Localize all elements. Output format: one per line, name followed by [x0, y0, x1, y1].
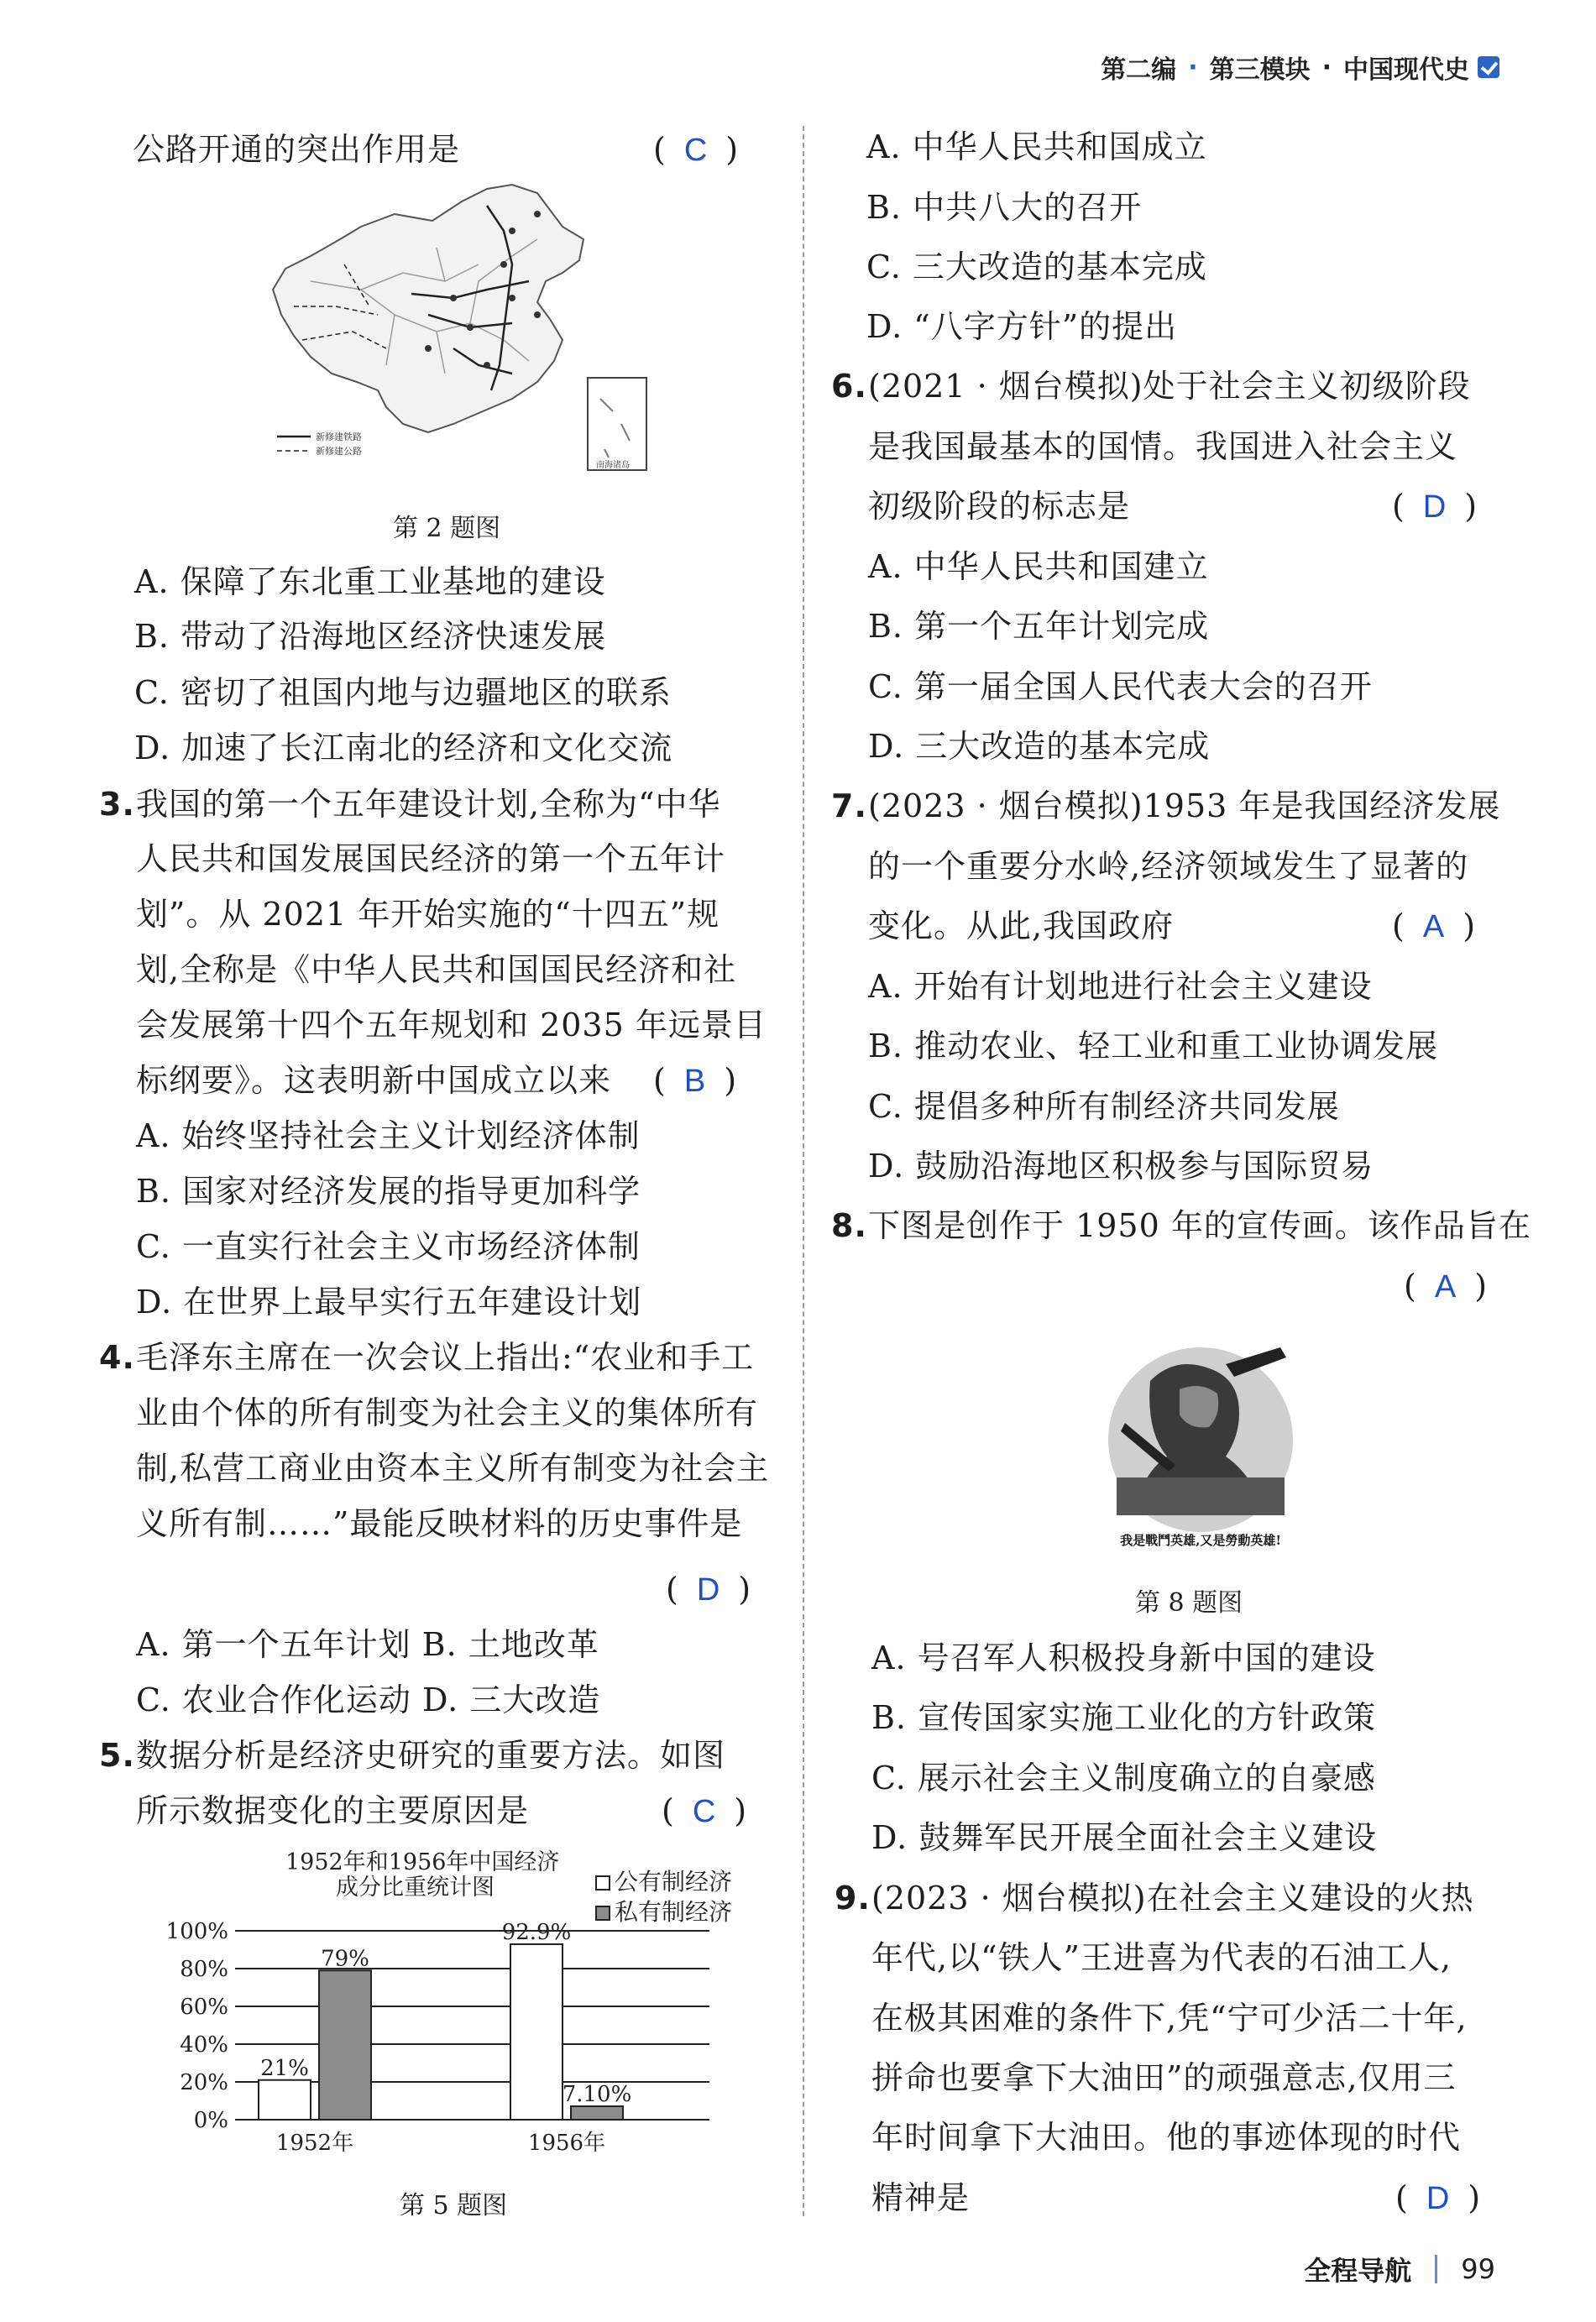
- q5-answer-letter: C: [692, 1794, 716, 1829]
- legend-label-private: 私有制经济: [615, 1898, 733, 1926]
- q3-line-2: 人民共和国发展国民经济的第一个五年计: [136, 840, 726, 877]
- q5-option-d: D. “八字方针”的提出: [866, 308, 1178, 345]
- china-map-figure: [260, 180, 655, 499]
- q8-option-d: D. 鼓舞军民开展全面社会主义建设: [871, 1819, 1378, 1856]
- q7-option-b: B. 推动农业、轻工业和重工业协调发展: [868, 1028, 1439, 1064]
- q7-option-c: C. 提倡多种所有制经济共同发展: [868, 1088, 1340, 1125]
- poster-text: 我是戰鬥英雄,又是勞動英雄!: [1120, 1533, 1281, 1548]
- q8-answer-letter: A: [1434, 1269, 1457, 1305]
- q7-answer: ( A ): [1392, 907, 1476, 944]
- header-dot: ·: [1321, 52, 1332, 82]
- q3-option-c: C. 一直实行社会主义市场经济体制: [136, 1228, 641, 1265]
- checkbox-icon: [1478, 56, 1499, 78]
- chart-title-line-1: 1952年和1956年中国经济: [285, 1849, 560, 1875]
- x-tick-label: 1952年: [275, 2131, 354, 2156]
- q3-line-4: 划,全称是《中华人民共和国国民经济和社: [136, 951, 737, 988]
- q7-option-d: D. 鼓励沿海地区积极参与国际贸易: [868, 1148, 1374, 1185]
- q6-option-c: C. 第一届全国人民代表大会的召开: [868, 668, 1373, 705]
- q8-line-1: 下图是创作于 1950 年的宣传画。该作品旨在: [868, 1207, 1531, 1244]
- q3-line-6: 标纲要》。这表明新中国成立以来: [136, 1062, 612, 1099]
- q2-option-b: B. 带动了沿海地区经济快速发展: [134, 618, 607, 655]
- q8-answer: ( A ): [1404, 1268, 1488, 1305]
- chart-x-tick-labels: [276, 2131, 605, 2156]
- q8-option-c: C. 展示社会主义制度确立的自豪感: [871, 1760, 1376, 1796]
- header-part: 第二编: [1101, 55, 1177, 85]
- header-module: 第三模块: [1209, 55, 1311, 85]
- q3-line-5: 会发展第十四个五年规划和 2035 年远景目: [136, 1007, 767, 1043]
- q4-line-1: 毛泽东主席在一次会议上指出:“农业和手工: [136, 1339, 755, 1376]
- q2-option-c: C. 密切了祖国内地与边疆地区的联系: [134, 674, 672, 711]
- q7-line-1: (2023 · 烟台模拟)1953 年是我国经济发展: [868, 787, 1501, 824]
- y-tick-label: 20%: [180, 2070, 228, 2095]
- q6-option-a: A. 中华人民共和国建立: [868, 548, 1209, 585]
- q8-figure-caption: 第 8 题图: [1135, 1588, 1243, 1618]
- y-tick-label: 60%: [180, 1995, 228, 2020]
- bar-private-1952年: [319, 1970, 371, 2120]
- q3-number: 3.: [99, 786, 135, 823]
- q6-option-b: B. 第一个五年计划完成: [868, 608, 1210, 645]
- map-outline: [273, 185, 583, 432]
- q5-number: 5.: [99, 1737, 135, 1774]
- footer-book-title: 全程导航: [1304, 2255, 1412, 2287]
- chart-bars: [259, 1920, 631, 2120]
- q5-option-b: B. 中共八大的召开: [866, 189, 1143, 226]
- q9-answer: ( D ): [1395, 2179, 1481, 2216]
- q3-option-a: A. 始终坚持社会主义计划经济体制: [136, 1117, 641, 1154]
- bar-value-label: 7.10%: [562, 2082, 632, 2108]
- q6-line-1: (2021 · 烟台模拟)处于社会主义初级阶段: [868, 368, 1471, 405]
- q6-line-3: 初级阶段的标志是: [868, 488, 1131, 525]
- q4-options-row-1: A. 第一个五年计划 B. 土地改革: [136, 1626, 599, 1663]
- q2-option-d: D. 加速了长江南北的经济和文化交流: [134, 730, 673, 766]
- q5-option-a: A. 中华人民共和国成立: [866, 128, 1207, 165]
- q4-answer: ( D ): [666, 1571, 751, 1608]
- q5-figure-caption: 第 5 题图: [400, 2191, 508, 2220]
- q2-figure-caption: 第 2 题图: [393, 514, 501, 543]
- legend-swatch-public: [596, 1876, 610, 1890]
- map-inset-frame: [588, 378, 646, 470]
- chart-legend: [596, 1868, 732, 1926]
- q4-line-3: 制,私营工商业由资本主义所有制变为社会主: [136, 1450, 770, 1487]
- q5-answer: ( C ): [662, 1792, 747, 1829]
- q3-answer: ( B ): [653, 1062, 737, 1099]
- page-footer: [1304, 2250, 1495, 2288]
- q3-line-3: 划”。从 2021 年开始实施的“十四五”规: [136, 896, 720, 933]
- map-inset-label: 南海诸岛: [596, 461, 630, 470]
- q5-bar-chart: [151, 1843, 756, 2178]
- q4-line-2: 业由个体的所有制变为社会主义的集体所有: [136, 1394, 759, 1431]
- q9-line-5: 年时间拿下大油田。他的事迹体现的时代: [871, 2119, 1462, 2156]
- q4-answer-letter: D: [696, 1572, 720, 1608]
- q6-number: 6.: [831, 368, 867, 405]
- page-header: [1101, 44, 1499, 91]
- q6-option-d: D. 三大改造的基本完成: [868, 728, 1211, 765]
- bar-value-label: 21%: [260, 2055, 309, 2081]
- q7-line-3: 变化。从此,我国政府: [868, 907, 1175, 944]
- bar-value-label: 92.9%: [501, 1919, 572, 1945]
- y-tick-label: 40%: [180, 2032, 228, 2058]
- header-subject: 中国现代史: [1343, 55, 1469, 85]
- q5-option-c: C. 三大改造的基本完成: [866, 248, 1207, 285]
- q3-option-b: B. 国家对经济发展的指导更加科学: [136, 1173, 641, 1210]
- q8-option-b: B. 宣传国家实施工业化的方针政策: [871, 1699, 1377, 1736]
- propaganda-poster-image: [1100, 1331, 1301, 1557]
- q6-answer: ( D ): [1392, 488, 1478, 525]
- q8-number: 8.: [831, 1207, 867, 1244]
- bar-public-1952年: [259, 2080, 311, 2120]
- x-tick-label: 1956年: [527, 2131, 606, 2156]
- legend-label-public: 公有制经济: [615, 1868, 733, 1896]
- q9-answer-letter: D: [1426, 2181, 1450, 2216]
- q7-number: 7.: [831, 787, 867, 824]
- legend-road-label: 新修建公路: [316, 446, 362, 457]
- q7-answer-letter: A: [1422, 909, 1445, 944]
- chart-y-tick-labels: [166, 1919, 228, 2133]
- legend-railway-label: 新修建铁路: [316, 431, 362, 442]
- q9-number: 9.: [835, 1880, 871, 1917]
- q9-line-1: (2023 · 烟台模拟)在社会主义建设的火热: [871, 1880, 1474, 1917]
- bar-value-label: 79%: [321, 1946, 369, 1972]
- q9-line-3: 在极其困难的条件下,凭“宁可少活二十年,: [871, 2000, 1468, 2037]
- legend-swatch-private: [596, 1906, 610, 1920]
- y-tick-label: 100%: [165, 1919, 228, 1944]
- q2-stem: 公路开通的突出作用是: [133, 131, 461, 168]
- q2-option-a: A. 保障了东北重工业基地的建设: [134, 563, 606, 600]
- q9-line-6: 精神是: [871, 2179, 971, 2216]
- footer-divider: [1435, 2255, 1437, 2283]
- q4-options-row-2: C. 农业合作化运动 D. 三大改造: [136, 1681, 601, 1718]
- q5-line-2: 所示数据变化的主要原因是: [136, 1792, 530, 1829]
- q2-answer: ( C ): [653, 131, 739, 168]
- bar-public-1956年: [510, 1944, 563, 2120]
- q4-number: 4.: [99, 1339, 135, 1376]
- q5-line-1: 数据分析是经济史研究的重要方法。如图: [136, 1737, 726, 1774]
- y-tick-label: 0%: [193, 2108, 228, 2133]
- q4-line-4: 义所有制……”最能反映材料的历史事件是: [136, 1505, 743, 1542]
- header-dot: ·: [1188, 52, 1198, 82]
- q6-answer-letter: D: [1422, 489, 1447, 525]
- page-number: 99: [1461, 2253, 1495, 2285]
- q7-line-2: 的一个重要分水岭,经济领域发生了显著的: [868, 848, 1469, 885]
- q7-option-a: A. 开始有计划地进行社会主义建设: [868, 968, 1373, 1005]
- q8-option-a: A. 号召军人积极投身新中国的建设: [871, 1640, 1376, 1676]
- q9-line-2: 年代,以“铁人”王进喜为代表的石油工人,: [871, 1939, 1452, 1976]
- q3-line-1: 我国的第一个五年建设计划,全称为“中华: [136, 786, 721, 823]
- q3-option-d: D. 在世界上最早实行五年建设计划: [136, 1284, 642, 1321]
- chart-title-line-2: 成分比重统计图: [336, 1875, 494, 1901]
- bar-private-1956年: [571, 2106, 623, 2120]
- column-divider: [803, 126, 804, 2216]
- q6-line-2: 是我国最基本的国情。我国进入社会主义: [868, 428, 1458, 465]
- q2-answer-letter: C: [683, 133, 708, 168]
- y-tick-label: 80%: [180, 1957, 228, 1982]
- q3-answer-letter: B: [683, 1064, 706, 1099]
- q9-line-4: 拼命也要拿下大油田”的顽强意志,仅用三: [871, 2059, 1457, 2096]
